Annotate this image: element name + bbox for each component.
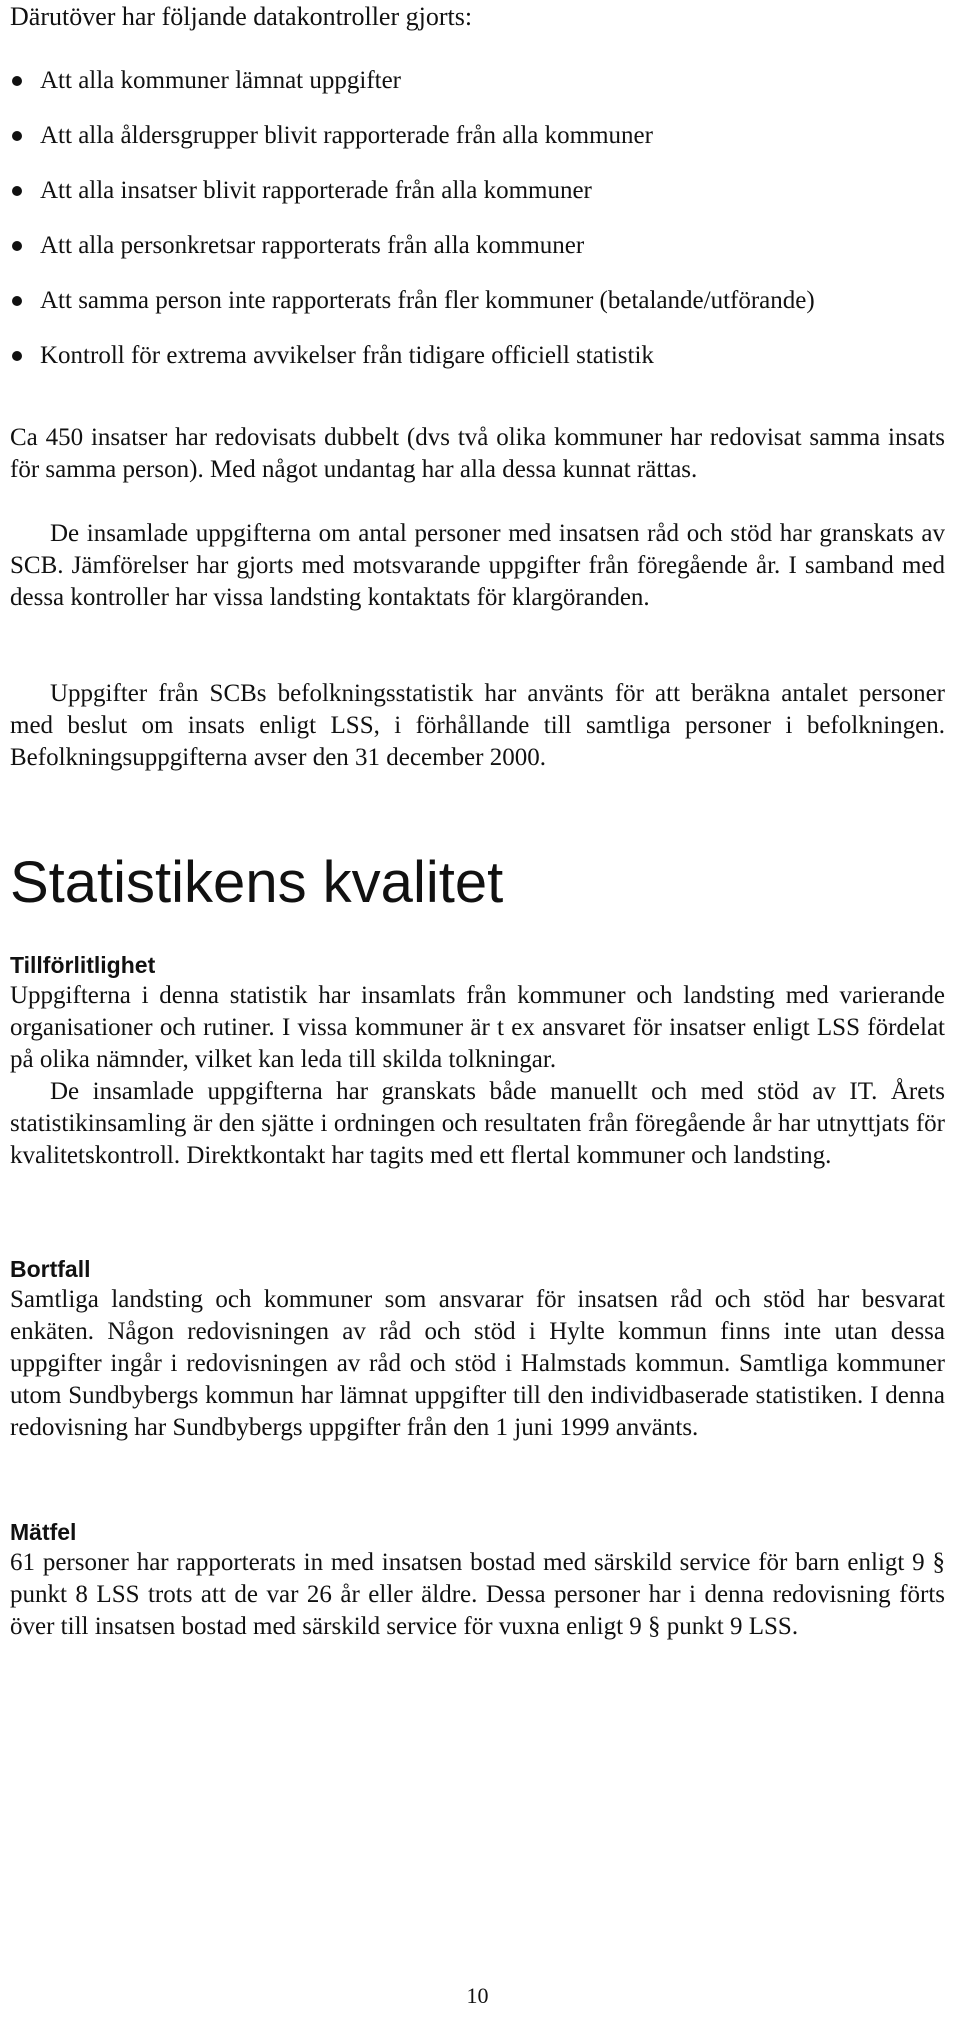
paragraph-measurement: 61 personer har rapporterats in med insatsen bostad med särskild service för barn enligt 9 § punkt 8 LSS trots att de var 26 år eller äldre. Dessa personer har i denna redovisning förts över till insatsen bostad med särskild service för vuxna enligt 9 § punkt 9 LSS.	[10, 1549, 945, 1640]
list-item-text: Att samma person inte rapporterats från fler kommuner (betalande/utförande)	[40, 287, 815, 314]
list-item	[10, 341, 815, 396]
paragraph-review: De insamlade uppgifterna om antal personer med insatsen råd och stöd har granskats av SCB. Jämförelser har gjorts med motsvarande uppgifter från föregående år. I samband med dessa kontroller har vissa landsting kontaktats för klargöranden.	[10, 520, 945, 611]
list-item	[10, 231, 815, 286]
bullet-icon	[12, 241, 22, 251]
list-item	[10, 121, 815, 176]
bullet-icon	[12, 76, 22, 86]
checks-list	[10, 66, 815, 396]
bullet-icon	[12, 296, 22, 306]
paragraph-reliability-1: Uppgifterna i denna statistik har insamlats från kommuner och landsting med varierande organisationer och rutiner. I vissa kommuner är t ex ansvaret för insatser enligt LSS fördelat på olika nämnder, vilket kan leda till skilda tolkningar.	[10, 982, 945, 1073]
page-number: 10	[466, 1983, 489, 2008]
bullet-icon	[12, 131, 22, 141]
list-item-text: Att alla insatser blivit rapporterade från alla kommuner	[40, 177, 592, 204]
section-title-reliability: Tillförlitlighet	[10, 952, 156, 978]
paragraph-duplicates: Ca 450 insatser har redovisats dubbelt (dvs två olika kommuner har redovisat samma insats för samma person). Med något undantag har alla dessa kunnat rättas.	[10, 424, 945, 483]
bullet-icon	[12, 351, 22, 361]
list-item-text: Kontroll för extrema avvikelser från tidigare officiell statistik	[40, 342, 654, 369]
list-item-text: Att alla kommuner lämnat uppgifter	[40, 67, 402, 94]
paragraph-nonresponse: Samtliga landsting och kommuner som ansvarar för insatsen råd och stöd har besvarat enkäten. Någon redovisningen av råd och stöd i Hylte kommun finns inte utan dessa uppgifter ingår i redovisningen av råd och stöd i Halmstads kommun. Samtliga kommuner utom Sundbybergs kommun har lämnat uppgifter till den individbaserade statistiken. I denna redovisning har Sundbybergs uppgifter från den 1 juni 1999 använts.	[10, 1286, 945, 1441]
list-item	[10, 176, 815, 231]
bullet-icon	[12, 186, 22, 196]
paragraph-population: Uppgifter från SCBs befolkningsstatistik har använts för att beräkna antalet personer med beslut om insats enligt LSS, i förhållande till samtliga personer i befolkningen. Befolkningsuppgifterna avser den 31 december 2000.	[10, 680, 945, 771]
list-item	[10, 286, 815, 341]
intro-text: Därutöver har följande datakontroller gjorts:	[10, 2, 473, 31]
section-title-nonresponse: Bortfall	[10, 1256, 91, 1282]
paragraph-reliability-2: De insamlade uppgifterna har granskats både manuellt och med stöd av IT. Årets statistikinsamling är den sjätte i ordningen och resultaten från föregående år har utnyttjats för kvalitetskontroll. Direktkontakt har tagits med ett flertal kommuner och landsting.	[10, 1078, 945, 1169]
list-item	[10, 66, 815, 121]
section-title-measurement: Mätfel	[10, 1519, 77, 1545]
list-item-text: Att alla åldersgrupper blivit rapporterade från alla kommuner	[40, 122, 653, 149]
page-title: Statistikens kvalitet	[10, 850, 504, 915]
list-item-text: Att alla personkretsar rapporterats från alla kommuner	[40, 232, 585, 259]
